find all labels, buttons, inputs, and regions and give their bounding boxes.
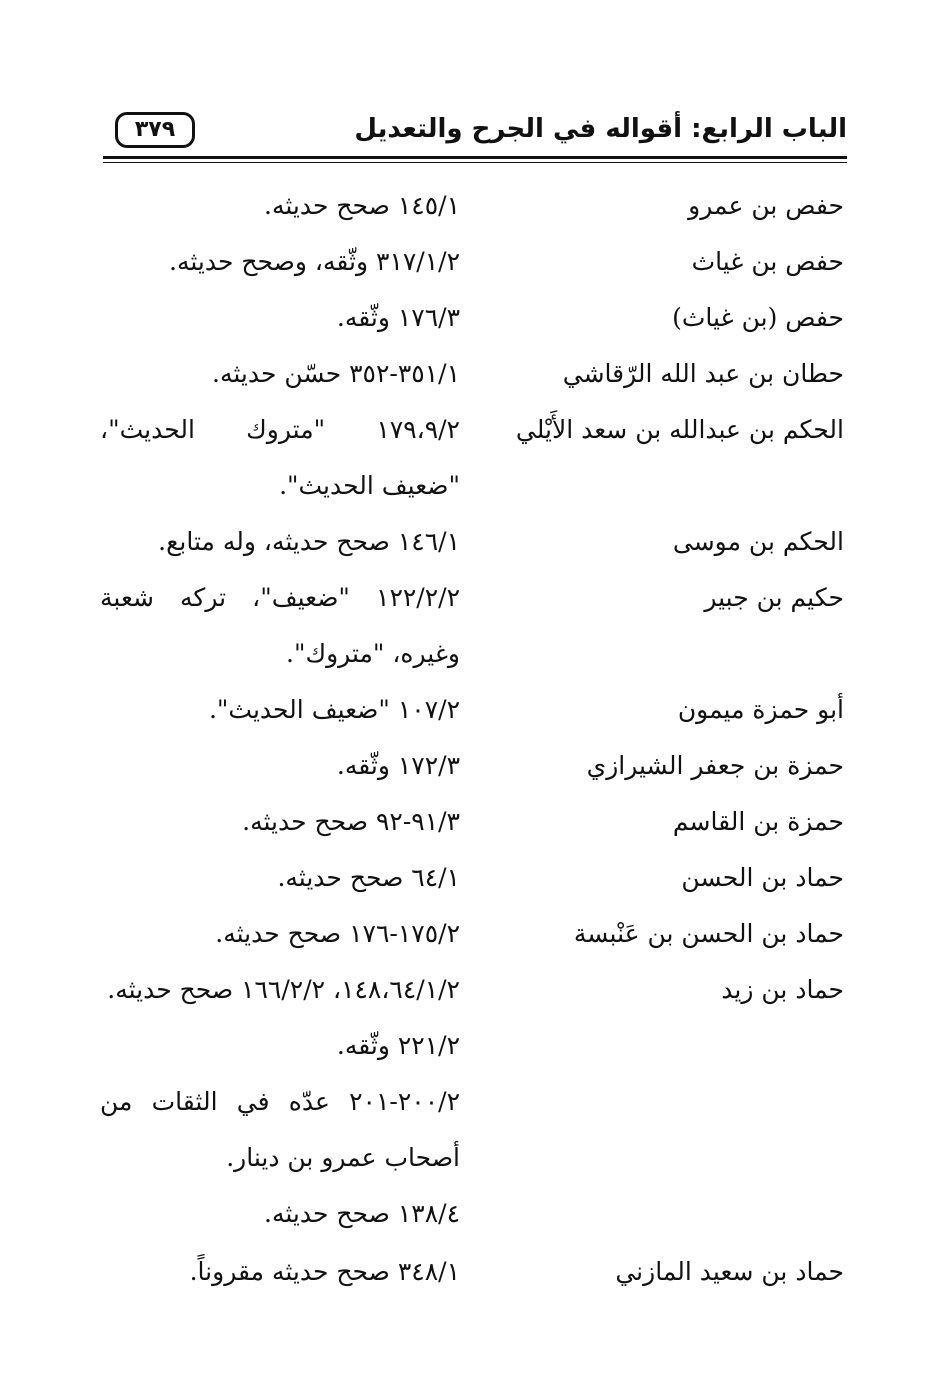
narrator-name: حفص بن عمرو	[688, 191, 844, 220]
entry-reference	[100, 962, 460, 1018]
entry-row	[100, 290, 844, 346]
reference-line: ١٤٦/١ صحح حديثه، وله متابع.	[158, 527, 460, 556]
entry-reference	[100, 234, 460, 290]
entry-reference	[100, 346, 460, 402]
reference-line: ٦٤/١ صحح حديثه.	[277, 863, 460, 892]
narrator-name: الحكم بن عبدالله بن سعد الأَيْلي	[515, 415, 844, 444]
reference-line: ١٣٨/٤ صحح حديثه.	[264, 1199, 460, 1228]
entry-row	[100, 234, 844, 290]
entry-reference	[100, 1244, 460, 1300]
entry-row	[100, 1186, 844, 1242]
entry-reference	[100, 1074, 460, 1186]
page-number: ٣٧٩	[115, 112, 195, 148]
entry-row	[100, 738, 844, 794]
entry-reference	[100, 906, 460, 962]
entry-reference	[100, 682, 460, 738]
entry-reference	[100, 1186, 460, 1242]
entry-reference	[100, 794, 460, 850]
narrator-name: حماد بن زيد	[721, 975, 844, 1004]
reference-line: ١٧٢/٣ وثّقه.	[336, 751, 460, 780]
narrator-name: حماد بن الحسن	[681, 863, 844, 892]
entry-row	[100, 682, 844, 738]
entry-row	[100, 570, 844, 668]
reference-line: ٢٢١/٢ وثّقه.	[336, 1031, 460, 1060]
narrator-name: حمزة بن القاسم	[672, 807, 844, 836]
reference-line: ٣٤٨/١ صحح حديثه مقروناً.	[189, 1257, 460, 1286]
entry-reference	[100, 178, 460, 234]
entry-reference	[100, 850, 460, 906]
entry-row	[100, 906, 844, 962]
entry-row	[100, 850, 844, 906]
narrator-name: حفص (بن غياث)	[672, 303, 844, 332]
entry-row	[100, 178, 844, 234]
entry-row	[100, 514, 844, 570]
entry-reference	[100, 402, 460, 514]
entry-row	[100, 346, 844, 402]
narrator-name: أبو حمزة ميمون	[677, 695, 844, 724]
entry-reference	[100, 570, 460, 682]
reference-line: وغيره، "متروك".	[286, 639, 460, 668]
entry-reference	[100, 738, 460, 794]
reference-line: أصحاب عمرو بن دينار.	[226, 1143, 460, 1172]
narrator-name: حماد بن الحسن بن عَنْبسة	[573, 919, 844, 948]
entry-row	[100, 1244, 844, 1300]
reference-line: ١٢٢/٢/٢ "ضعيف"، تركه شعبة	[100, 583, 460, 612]
narrator-name: الحكم بن موسى	[672, 527, 844, 556]
narrator-name: حمزة بن جعفر الشيرازي	[586, 751, 844, 780]
reference-line: ١٤٥/١ صحح حديثه.	[264, 191, 460, 220]
reference-line: ١٧٦/٣ وثّقه.	[336, 303, 460, 332]
chapter-title: الباب الرابع: أقواله في الجرح والتعديل	[354, 114, 847, 144]
entry-row	[100, 1018, 844, 1074]
narrator-name: حفص بن غياث	[691, 247, 844, 276]
reference-line: "ضعيف الحديث".	[279, 471, 460, 500]
reference-line: ٩١/٣-٩٢ صحح حديثه.	[242, 807, 460, 836]
entry-reference	[100, 514, 460, 570]
reference-line: ٣٥١/١-٣٥٢ حسّن حديثه.	[212, 359, 460, 388]
reference-line: ١٧٥/٢-١٧٦ صحح حديثه.	[215, 919, 460, 948]
narrator-name: حكيم بن جبير	[704, 583, 844, 612]
narrator-name: حماد بن سعيد المازني	[615, 1257, 844, 1286]
narrator-name: حطان بن عبد الله الرّقاشي	[562, 359, 844, 388]
reference-line: ١٤٨،٦٤/١/٢، ١٦٦/٢/٢ صحح حديثه.	[107, 975, 460, 1004]
entry-row	[100, 402, 844, 500]
page-header	[103, 100, 847, 159]
entry-row	[100, 794, 844, 850]
entry-row	[100, 962, 844, 1018]
reference-line: ٢٠٠/٢-٢٠١ عدّه في الثقات من	[100, 1087, 460, 1116]
entry-reference	[100, 290, 460, 346]
entry-reference	[100, 1018, 460, 1074]
reference-line: ١٠٧/٢ "ضعيف الحديث".	[208, 695, 460, 724]
reference-line: ١٧٩،٩/٢ "متروك الحديث"،	[100, 415, 460, 444]
entry-row	[100, 1074, 844, 1172]
reference-line: ٣١٧/١/٢ وثّقه، وصحح حديثه.	[169, 247, 460, 276]
